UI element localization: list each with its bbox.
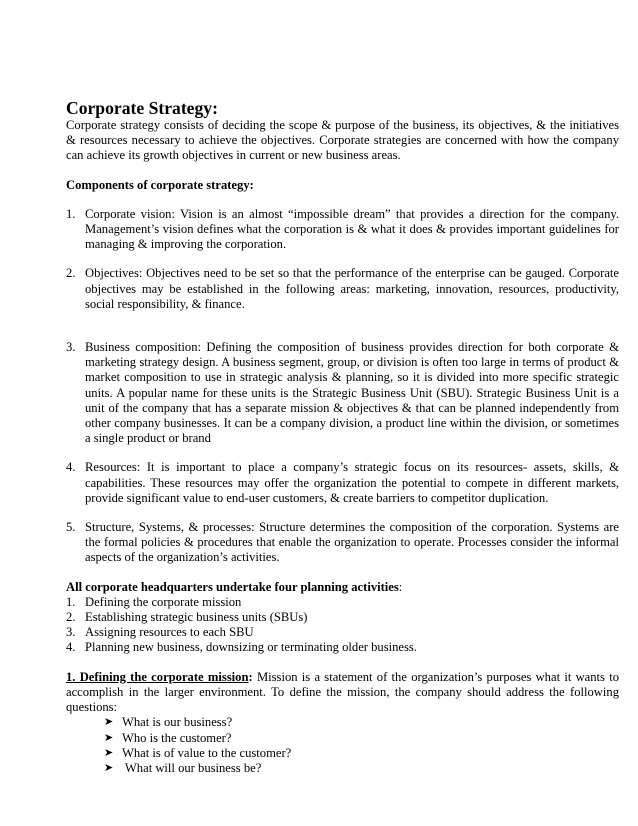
components-heading: Components of corporate strategy: <box>66 177 254 192</box>
mission-paragraph <box>66 670 619 716</box>
list-item-text: Establishing strategic business units (SBUs) <box>85 610 308 625</box>
list-item-text: What will our business be? <box>122 760 262 775</box>
list-item-text: Objectives: Objectives need to be set so that the performance of the enterprise can be gauged. Corporate objectives may be established in the following areas: marketing, innovation, resources, productivity, social responsibility, & finance. <box>85 266 619 311</box>
list-item <box>104 715 619 730</box>
list-item-text: Corporate vision: Vision is an almost “impossible dream” that provides a direction for the company. Management’s vision defines what the corporation is & what it does & provides important guidelines for managing & improving the corporation. <box>85 206 619 252</box>
list-item <box>66 640 619 655</box>
arrowhead-bullet-icon: ➤ <box>104 761 114 774</box>
list-item-text: Planning new business, downsizing or terminating older business. <box>85 640 417 655</box>
document-page <box>66 98 619 776</box>
list-item <box>66 625 619 640</box>
list-item <box>104 761 619 776</box>
list-item <box>66 266 619 312</box>
mission-heading: 1. Defining the corporate mission <box>66 669 249 684</box>
list-item-number: 4. <box>66 460 76 475</box>
list-item <box>66 520 619 566</box>
list-item <box>66 340 619 446</box>
mission-questions-list <box>66 715 619 776</box>
list-item-number: 2. <box>66 266 76 281</box>
list-item-number: 4. <box>66 640 76 655</box>
list-item-number: 5. <box>66 520 76 535</box>
list-item <box>104 731 619 746</box>
activities-heading-colon: : <box>398 579 403 594</box>
list-item-text: What is of value to the customer? <box>122 745 292 760</box>
arrowhead-bullet-icon: ➤ <box>104 716 114 729</box>
mission-heading-colon: : <box>248 669 253 684</box>
arrowhead-bullet-icon: ➤ <box>104 731 114 744</box>
intro-paragraph: Corporate strategy consists of deciding the scope & purpose of the business, its objectives, & the initiatives & resources necessary to achieve the objectives. Corporate strategies are concerned with how the company can achieve its growth objectives in current or new business areas. <box>66 118 619 163</box>
list-item <box>66 207 619 253</box>
list-item <box>66 460 619 506</box>
list-item-number: 3. <box>66 340 76 355</box>
list-item <box>104 746 619 761</box>
list-item-text: Structure, Systems, & processes: Structure determines the composition of the corporation. Systems are the formal policies & procedures that enable the organization to operate. Processes consider the informal aspects of the organization’s activities. <box>85 520 619 565</box>
list-item-text: Business composition: Defining the composition of business provides direction for both corporate & marketing strategy design. A business segment, group, or division is often too large in terms of product & market composition to use in strategic analysis & planning, so it is divided into more specific strategic units. A popular name for these units is the Strategic Business Unit (SBU). Strategic Business Unit is a unit of the company that has a separate mission & objectives & that can be planned independently from other company businesses. It can be a company division, a product line within the division, or sometimes a single product or brand <box>85 340 619 446</box>
components-list <box>66 207 619 566</box>
mission-text: Mission is a statement of the organization’s purposes what it wants to accomplish in the larger environment. To define the mission, the company should address the following questions: <box>66 669 620 715</box>
list-item-text: What is our business? <box>122 715 233 730</box>
activities-list <box>66 595 619 656</box>
list-item-text: Who is the customer? <box>122 730 232 745</box>
list-item-number: 2. <box>66 610 76 625</box>
list-item <box>66 595 619 610</box>
activities-heading-text: All corporate headquarters undertake four planning activities <box>66 579 399 594</box>
list-item-number: 1. <box>66 594 76 609</box>
page-title: Corporate Strategy: <box>66 98 218 118</box>
list-item-text: Assigning resources to each SBU <box>85 625 254 640</box>
arrowhead-bullet-icon: ➤ <box>104 746 114 759</box>
list-item-number: 1. <box>66 206 76 221</box>
list-item-number: 3. <box>66 625 76 640</box>
list-item <box>66 610 619 625</box>
activities-heading <box>66 580 619 595</box>
list-item-text: Defining the corporate mission <box>85 594 242 609</box>
list-item-text: Resources: It is important to place a company’s strategic focus on its resources- assets, skills, & capabilities. These resources may offer the organization the potential to compete in different markets, provide significant value to end-user customers, & create barriers to competitor duplication. <box>85 460 619 505</box>
